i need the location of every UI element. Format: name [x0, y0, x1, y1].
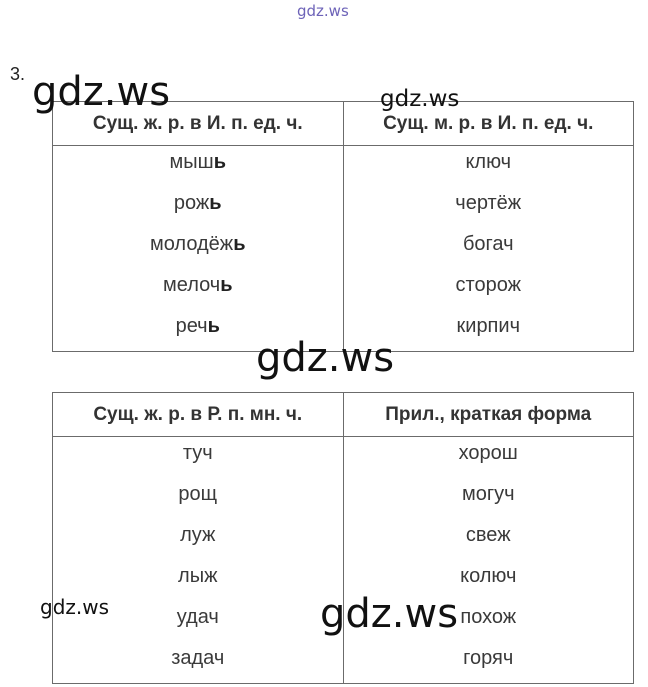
word-ending: ь: [209, 192, 222, 214]
word-item: горяч: [463, 647, 514, 669]
table-body-row: [53, 146, 634, 352]
column-header: Сущ. ж. р. в Р. п. мн. ч.: [53, 393, 344, 437]
task-number: 3.: [10, 64, 26, 84]
column-header: Сущ. ж. р. в И. п. ед. ч.: [53, 102, 344, 146]
word-ending: ь: [213, 151, 226, 173]
word-item: удач: [176, 606, 219, 628]
word-item: свеж: [465, 524, 511, 546]
word-item: задач: [171, 647, 225, 669]
feminine-nouns-column: [53, 146, 344, 352]
genitive-plural-column: [53, 437, 344, 684]
word-ending: ь: [207, 315, 220, 337]
word-item: сторож: [455, 274, 521, 296]
word-item: хорош: [458, 442, 518, 464]
word-ending: ь: [233, 233, 246, 255]
table-body-row: [53, 437, 634, 684]
word-item: [53, 146, 343, 187]
watermark-top: gdz.ws: [297, 2, 349, 20]
word-item: [53, 228, 343, 269]
watermark-large: gdz.ws: [32, 69, 171, 115]
word-stem: мыш: [169, 151, 214, 173]
word-item: кирпич: [456, 315, 520, 337]
word-stem: реч: [175, 315, 208, 337]
word-stem: мелоч: [162, 274, 221, 296]
word-item: ключ: [465, 151, 512, 173]
watermark-small: gdz.ws: [380, 86, 460, 112]
word-item: [53, 187, 343, 228]
table-header-row: [53, 393, 634, 437]
short-adjectives-column: [343, 437, 634, 684]
word-item: рощ: [178, 483, 218, 505]
word-item: чертёж: [455, 192, 522, 214]
word-item: лыж: [178, 565, 218, 587]
watermark-large: gdz.ws: [320, 591, 459, 637]
plural-adjectives-table: [52, 392, 634, 684]
watermark-large: gdz.ws: [256, 335, 395, 381]
column-header: Прил., краткая форма: [343, 393, 634, 437]
word-stem: молодёж: [150, 233, 234, 255]
word-item: похож: [460, 606, 517, 628]
word-stem: рож: [173, 192, 210, 214]
nouns-table: [52, 101, 634, 352]
word-item: [53, 269, 343, 310]
word-item: колюч: [460, 565, 517, 587]
word-ending: ь: [220, 274, 233, 296]
word-item: луж: [180, 524, 216, 546]
watermark-small: gdz.ws: [40, 595, 110, 619]
word-item: богач: [462, 233, 514, 255]
masculine-nouns-column: [343, 146, 634, 352]
word-item: могуч: [461, 483, 515, 505]
column-header: Сущ. м. р. в И. п. ед. ч.: [343, 102, 634, 146]
word-item: туч: [182, 442, 213, 464]
